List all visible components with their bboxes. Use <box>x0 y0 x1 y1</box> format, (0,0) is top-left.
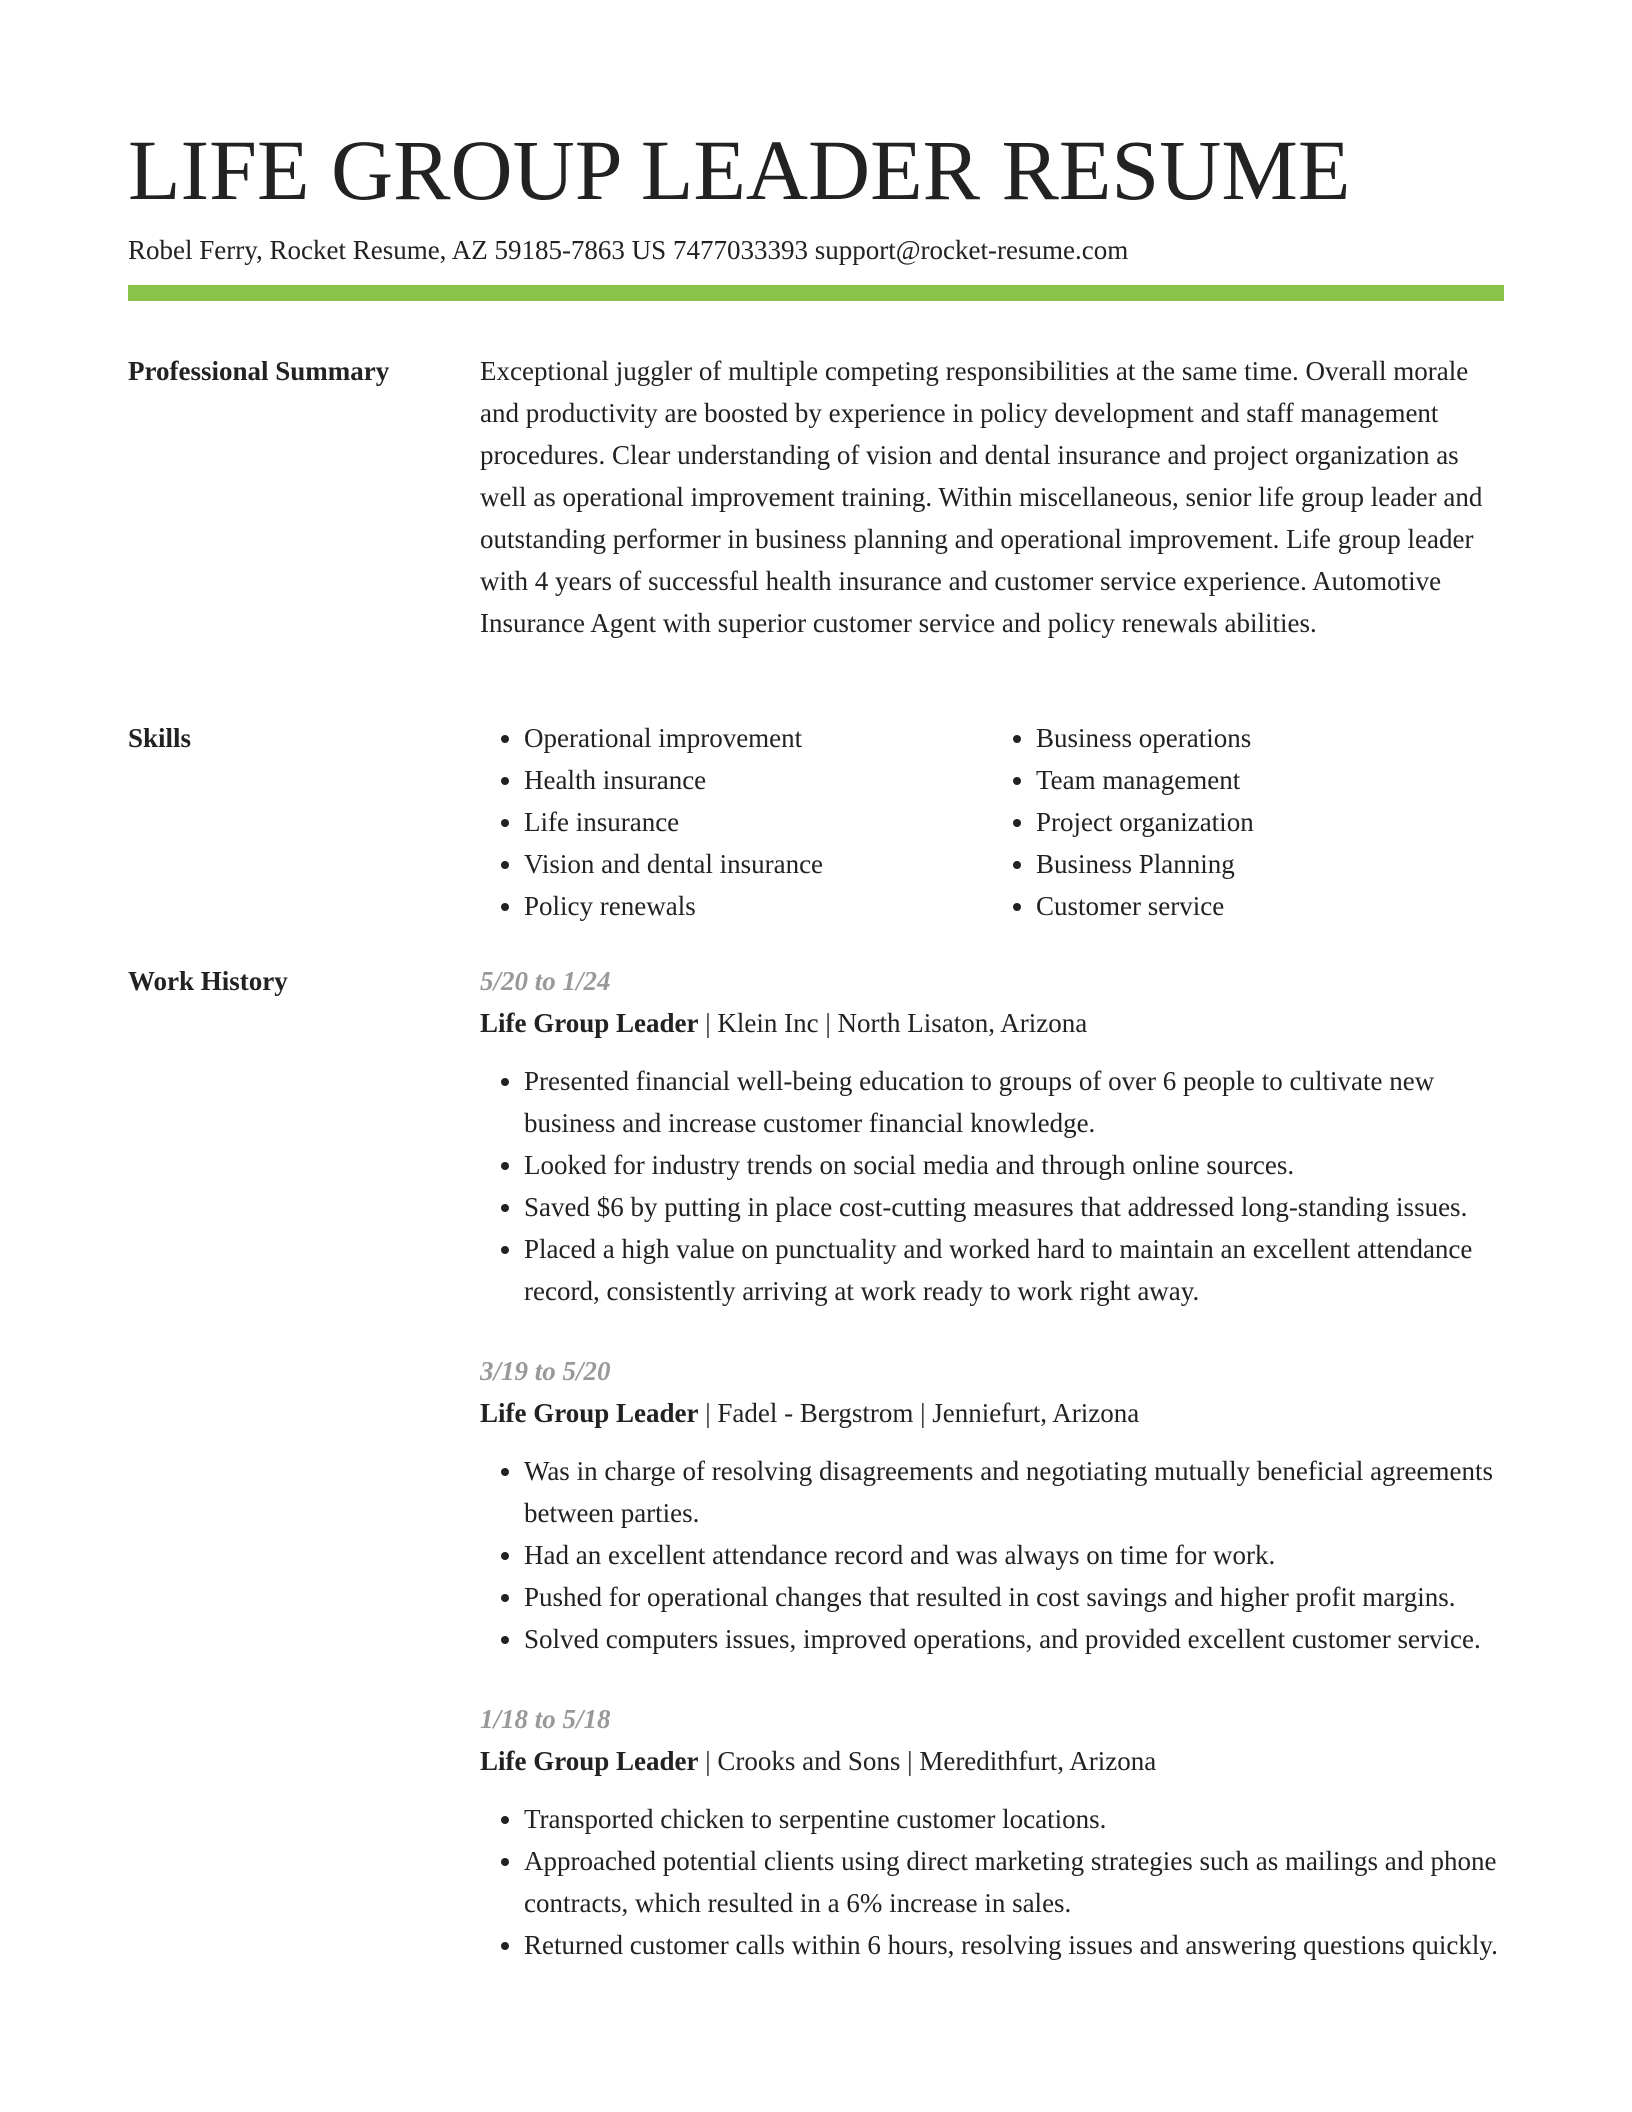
job-bullet: • Approached potential clients using direct marketing strategies such as mailings and phone contracts, which resulted in a 6% increase in sales. <box>524 1840 1504 1924</box>
job-title: Life Group Leader <box>480 1008 699 1038</box>
job-dates: 3/19 to 5/20 <box>480 1356 611 1386</box>
job-entry <box>480 1350 1504 1660</box>
skills-label: Skills <box>128 723 192 753</box>
job-entry <box>480 960 1504 1312</box>
work-history-label: Work History <box>128 966 288 996</box>
job-employer-location: | Fadel - Bergstrom | Jenniefurt, Arizona <box>698 1398 1140 1428</box>
job-bullet: • Presented financial well-being education to groups of over 6 people to cultivate new business and increase customer financial knowledge. <box>524 1060 1504 1144</box>
resume-header <box>128 118 1504 268</box>
job-bullet: • Returned customer calls within 6 hours, resolving issues and answering questions quickly. <box>524 1924 1504 1966</box>
job-bullet: • Solved computers issues, improved operations, and provided excellent customer service. <box>524 1618 1504 1660</box>
skill-item: • Life insurance <box>524 801 992 843</box>
job-heading <box>480 1392 1504 1434</box>
job-title: Life Group Leader <box>480 1746 699 1776</box>
job-title: Life Group Leader <box>480 1398 699 1428</box>
work-history-body <box>480 960 1504 2004</box>
skill-item: • Business operations <box>1036 717 1504 759</box>
job-bullet: • Was in charge of resolving disagreements and negotiating mutually beneficial agreements between parties. <box>524 1450 1504 1534</box>
job-bullet: • Placed a high value on punctuality and worked hard to maintain an excellent attendance record, consistently arriving at work ready to work right away. <box>524 1228 1504 1312</box>
skill-item: • Operational improvement <box>524 717 992 759</box>
job-employer-location: | Klein Inc | North Lisaton, Arizona <box>698 1008 1088 1038</box>
job-employer-location: | Crooks and Sons | Meredithfurt, Arizona <box>698 1746 1157 1776</box>
job-bullets <box>480 1060 1504 1312</box>
skill-item: • Vision and dental insurance <box>524 843 992 885</box>
job-bullet: • Looked for industry trends on social media and through online sources. <box>524 1144 1504 1186</box>
skills-list-right <box>992 717 1504 927</box>
job-heading <box>480 1740 1504 1782</box>
summary-text: Exceptional juggler of multiple competing responsibilities at the same time. Overall morale and productivity are boosted by experience in policy development and staff management procedures. Clear understanding of vision and dental insurance and project organization as well as operational improvement training. Within miscellaneous, senior life group leader and outstanding performer in business planning and operational improvement. Life group leader with 4 years of successful health insurance and customer service experience. Automotive Insurance Agent with superior customer service and policy renewals abilities. <box>480 356 1483 638</box>
job-bullet: • Had an excellent attendance record and was always on time for work. <box>524 1534 1504 1576</box>
header-divider <box>128 285 1504 301</box>
skill-item: • Project organization <box>1036 801 1504 843</box>
skill-item: • Health insurance <box>524 759 992 801</box>
job-entry <box>480 1698 1504 1966</box>
skills-body <box>480 717 1504 927</box>
contact-line: Robel Ferry, Rocket Resume, AZ 59185-7863 US 7477033393 support@rocket-resume.com <box>128 235 1129 265</box>
job-bullets <box>480 1450 1504 1660</box>
skills-list-left <box>480 717 992 927</box>
job-bullet: • Saved $6 by putting in place cost-cutting measures that addressed long-standing issues. <box>524 1186 1504 1228</box>
job-dates: 5/20 to 1/24 <box>480 966 611 996</box>
skill-item: • Policy renewals <box>524 885 992 927</box>
job-bullets <box>480 1798 1504 1966</box>
skill-item: • Team management <box>1036 759 1504 801</box>
job-heading <box>480 1002 1504 1044</box>
skill-item: • Customer service <box>1036 885 1504 927</box>
resume-title: LIFE GROUP LEADER RESUME <box>128 122 1351 218</box>
summary-body <box>480 350 1504 644</box>
skill-item: • Business Planning <box>1036 843 1504 885</box>
job-dates: 1/18 to 5/18 <box>480 1704 611 1734</box>
job-bullet: • Transported chicken to serpentine customer locations. <box>524 1798 1504 1840</box>
summary-label: Professional Summary <box>128 356 390 386</box>
job-bullet: • Pushed for operational changes that resulted in cost savings and higher profit margins. <box>524 1576 1504 1618</box>
